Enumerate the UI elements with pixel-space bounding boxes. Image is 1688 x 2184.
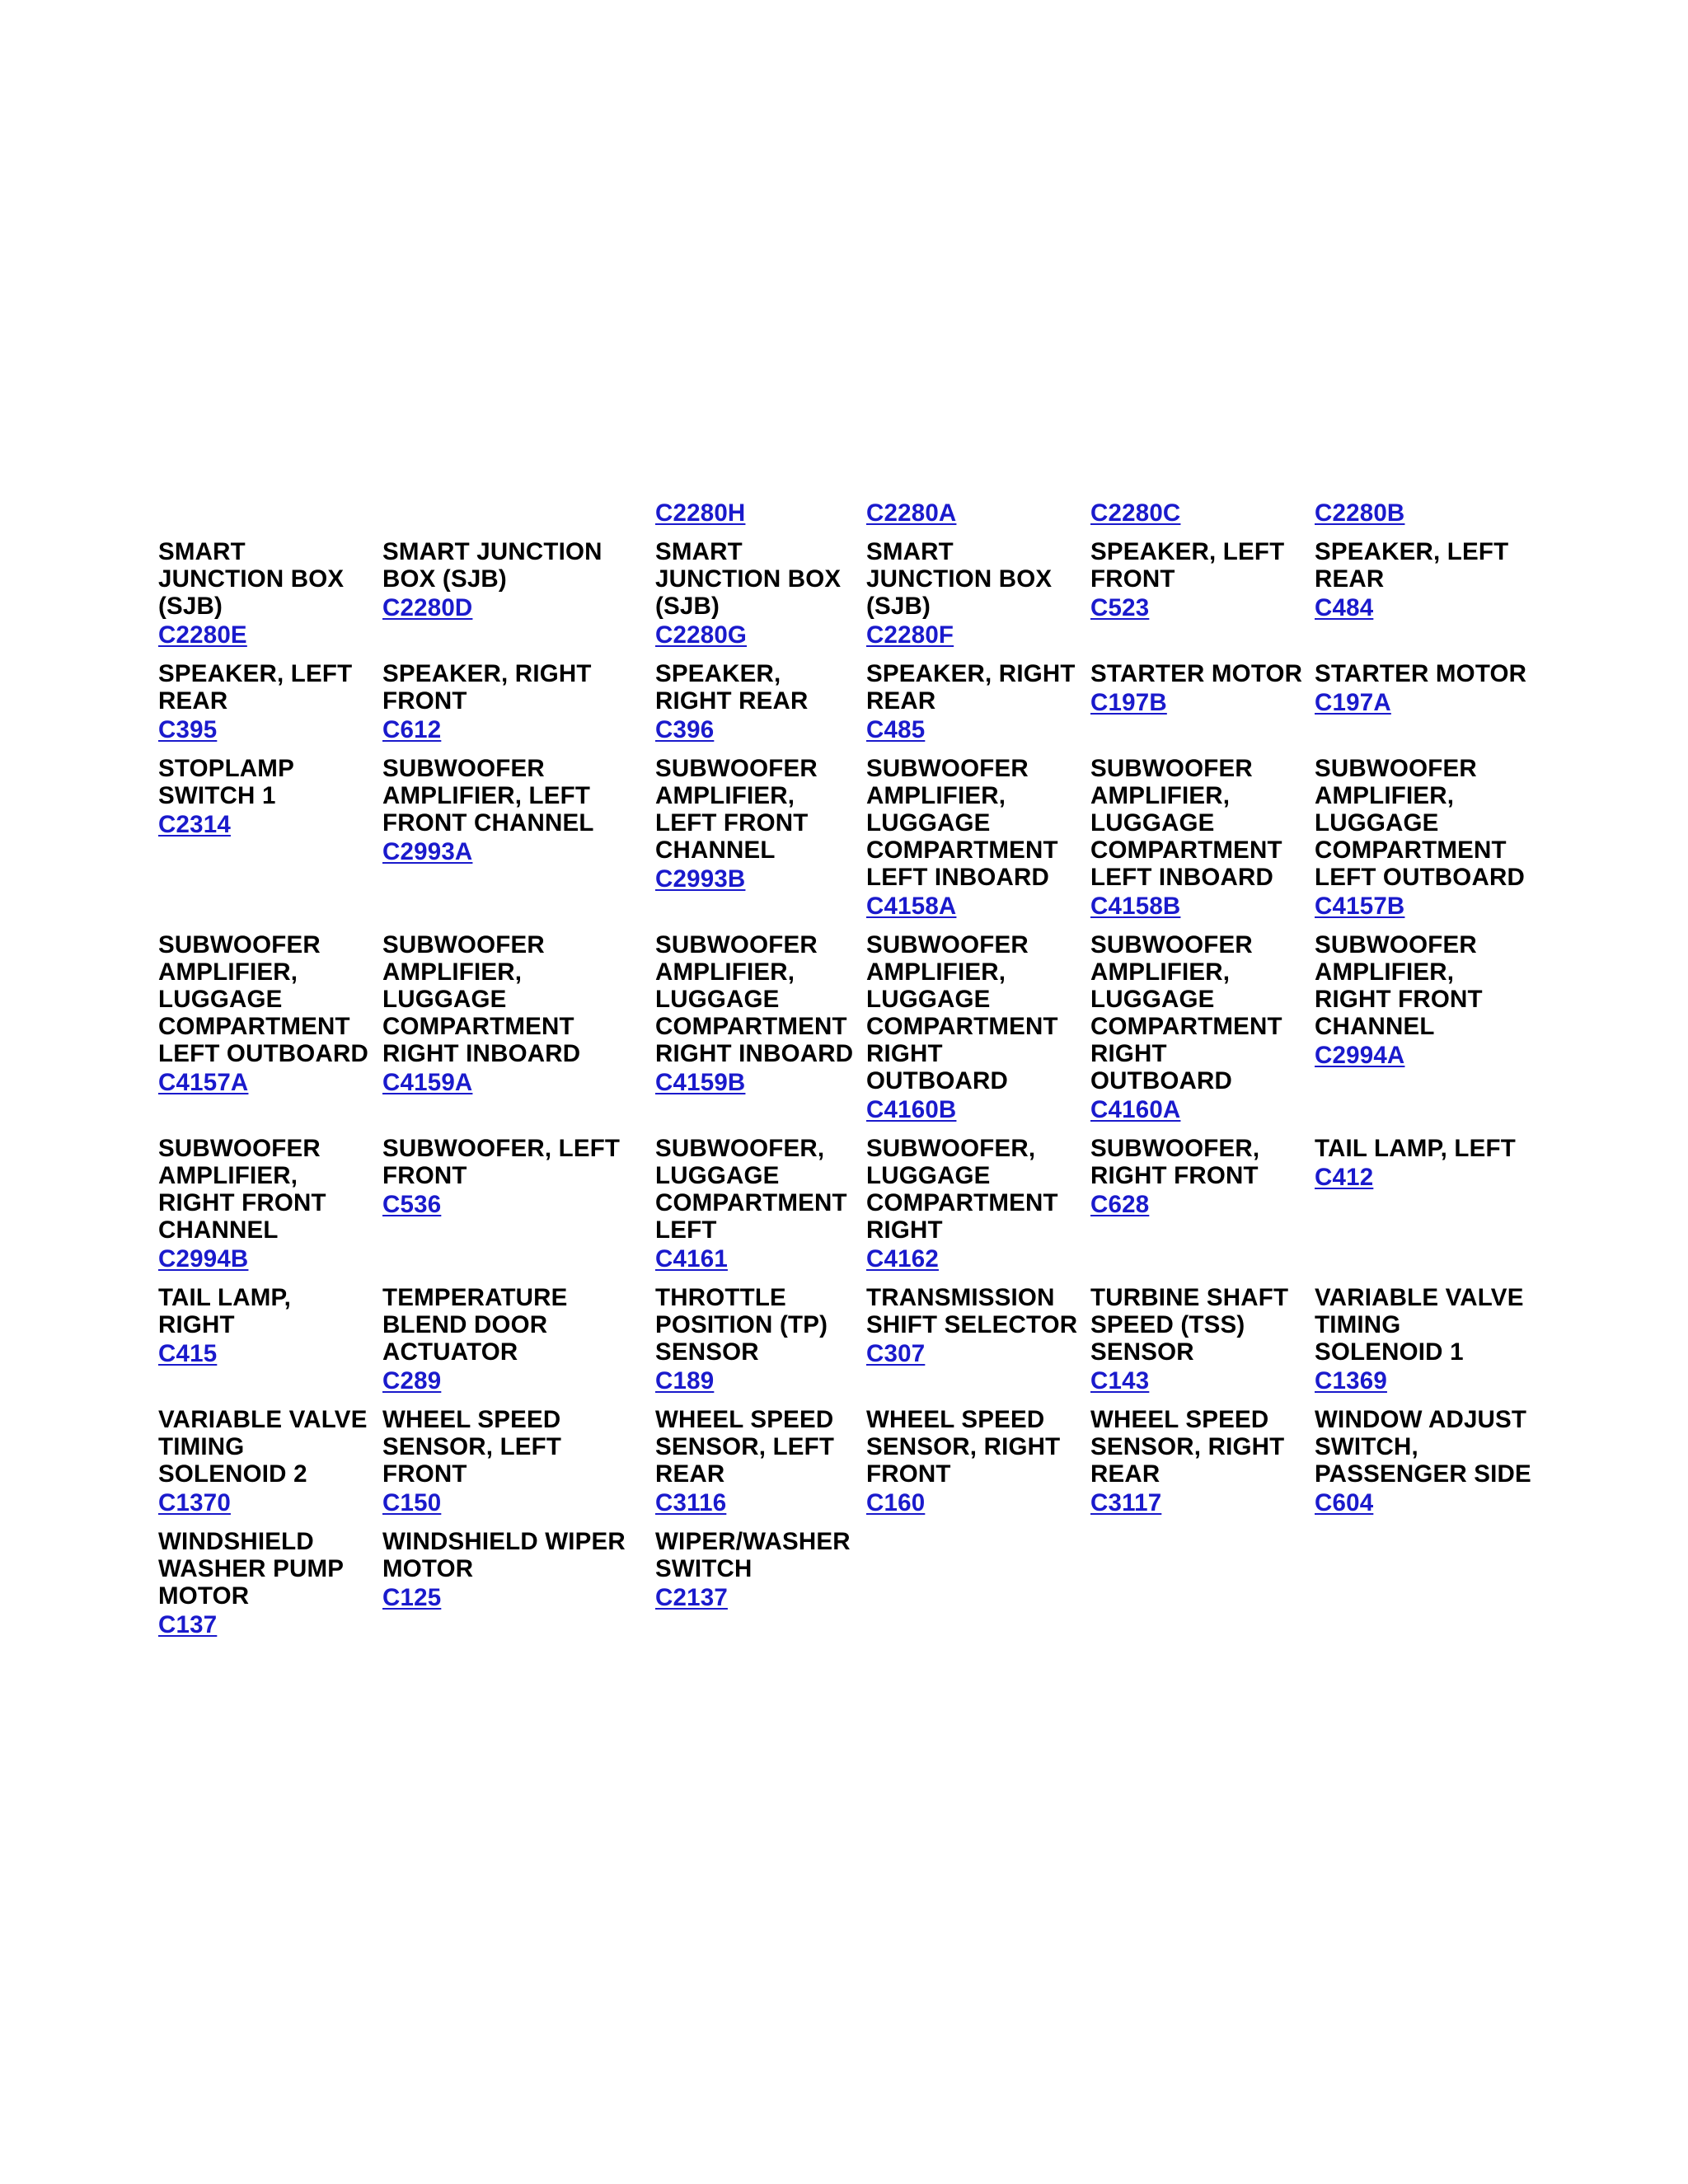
component-name: WHEEL SPEED SENSOR, RIGHT FRONT <box>866 1406 1061 1488</box>
connector-cell <box>382 498 655 534</box>
component-name: SPEAKER, RIGHT REAR <box>655 660 809 715</box>
connector-cell <box>655 751 866 927</box>
connector-cell <box>382 534 655 656</box>
connector-link[interactable]: C2993B <box>655 865 746 893</box>
connector-link[interactable]: C4158A <box>866 893 957 920</box>
connector-link[interactable]: C3116 <box>655 1489 727 1516</box>
connector-cell <box>866 656 1090 751</box>
component-name: WINDOW ADJUST SWITCH, PASSENGER SIDE <box>1315 1406 1531 1488</box>
component-name: SUBWOOFER, LUGGAGE COMPARTMENT LEFT <box>655 1135 847 1244</box>
connector-link[interactable]: C4157B <box>1315 893 1405 920</box>
connector-link[interactable]: C3117 <box>1090 1489 1162 1516</box>
component-name: SUBWOOFER AMPLIFIER, LUGGAGE COMPARTMENT RIGHT OUTBOARD <box>1090 931 1282 1094</box>
connector-cell <box>1090 498 1315 534</box>
connector-cell <box>1315 927 1543 1131</box>
connector-link[interactable]: C523 <box>1090 594 1150 621</box>
connector-cell <box>866 1402 1090 1524</box>
connector-link[interactable]: C604 <box>1315 1489 1374 1516</box>
connector-cell <box>158 751 382 927</box>
component-name: STARTER MOTOR <box>1315 660 1527 687</box>
connector-cell <box>1315 1524 1543 1646</box>
component-name: SUBWOOFER, LEFT FRONT <box>382 1135 621 1189</box>
connector-cell <box>1090 751 1315 927</box>
connector-link[interactable]: C2993A <box>382 838 473 865</box>
component-name: SPEAKER, RIGHT FRONT <box>382 660 592 715</box>
connector-cell <box>382 927 655 1131</box>
connector-link[interactable]: C197A <box>1315 689 1391 716</box>
connector-cell <box>866 1524 1090 1646</box>
component-name: SUBWOOFER AMPLIFIER, LUGGAGE COMPARTMENT RIGHT INBOARD <box>382 931 581 1067</box>
connector-link[interactable]: C2314 <box>158 811 231 838</box>
component-name: WHEEL SPEED SENSOR, LEFT REAR <box>655 1406 835 1488</box>
connector-cell <box>655 927 866 1131</box>
connector-link[interactable]: C189 <box>655 1367 715 1394</box>
connector-cell <box>1315 1280 1543 1402</box>
connector-link[interactable]: C1369 <box>1315 1367 1387 1394</box>
connector-cell <box>1090 1280 1315 1402</box>
connector-index-table <box>158 498 1543 1646</box>
component-name: SUBWOOFER AMPLIFIER, LEFT FRONT CHANNEL <box>655 755 818 864</box>
connector-cell <box>158 498 382 534</box>
connector-cell <box>382 1524 655 1646</box>
connector-cell <box>158 534 382 656</box>
connector-link[interactable]: C4158B <box>1090 893 1181 920</box>
component-name: SPEAKER, LEFT REAR <box>158 660 353 715</box>
connector-link[interactable]: C2280F <box>866 621 954 649</box>
connector-link[interactable]: C2280A <box>866 499 957 527</box>
connector-link[interactable]: C137 <box>158 1611 218 1638</box>
component-name: SPEAKER, RIGHT REAR <box>866 660 1076 715</box>
connector-cell <box>382 1402 655 1524</box>
connector-link[interactable]: C2280D <box>382 594 473 621</box>
connector-link[interactable]: C289 <box>382 1367 442 1394</box>
connector-link[interactable]: C628 <box>1090 1191 1150 1218</box>
connector-cell <box>866 1131 1090 1280</box>
connector-cell <box>382 751 655 927</box>
connector-link[interactable]: C4160A <box>1090 1096 1181 1123</box>
connector-cell <box>158 927 382 1131</box>
connector-cell <box>655 1131 866 1280</box>
component-name: SUBWOOFER, LUGGAGE COMPARTMENT RIGHT <box>866 1135 1058 1244</box>
connector-cell <box>866 1280 1090 1402</box>
connector-cell <box>655 656 866 751</box>
connector-link[interactable]: C395 <box>158 716 218 743</box>
component-name: THROTTLE POSITION (TP) SENSOR <box>655 1284 828 1366</box>
connector-link[interactable]: C4161 <box>655 1245 728 1272</box>
connector-cell <box>866 534 1090 656</box>
connector-cell <box>1315 498 1543 534</box>
connector-link[interactable]: C612 <box>382 716 442 743</box>
connector-link[interactable]: C160 <box>866 1489 926 1516</box>
connector-cell <box>158 1524 382 1646</box>
connector-cell <box>866 751 1090 927</box>
connector-cell <box>158 656 382 751</box>
component-name: SUBWOOFER AMPLIFIER, LEFT FRONT CHANNEL <box>382 755 594 837</box>
component-name: SUBWOOFER AMPLIFIER, LUGGAGE COMPARTMENT LEFT INBOARD <box>1090 755 1282 891</box>
connector-cell <box>382 656 655 751</box>
component-name: SPEAKER, LEFT FRONT <box>1090 538 1285 593</box>
component-name: VARIABLE VALVE TIMING SOLENOID 1 <box>1315 1284 1524 1366</box>
connector-link[interactable]: C143 <box>1090 1367 1150 1394</box>
connector-link[interactable]: C2137 <box>655 1584 728 1611</box>
component-name: SMART JUNCTION BOX (SJB) <box>866 538 1053 620</box>
component-name: WINDSHIELD WIPER MOTOR <box>382 1528 626 1582</box>
connector-cell <box>1090 1402 1315 1524</box>
connector-cell <box>1090 927 1315 1131</box>
component-name: TAIL LAMP, RIGHT <box>158 1284 291 1338</box>
component-name: STOPLAMP SWITCH 1 <box>158 755 294 809</box>
component-name: WINDSHIELD WASHER PUMP MOTOR <box>158 1528 345 1610</box>
connector-cell <box>866 927 1090 1131</box>
component-name: SMART JUNCTION BOX (SJB) <box>158 538 345 620</box>
connector-link[interactable]: C536 <box>382 1191 442 1218</box>
connector-cell <box>1315 1402 1543 1524</box>
connector-link[interactable]: C4162 <box>866 1245 939 1272</box>
connector-link[interactable]: C2994B <box>158 1245 249 1272</box>
component-name: SUBWOOFER, RIGHT FRONT <box>1090 1135 1260 1189</box>
component-name: WHEEL SPEED SENSOR, LEFT FRONT <box>382 1406 562 1488</box>
connector-cell <box>1315 1131 1543 1280</box>
connector-cell <box>158 1402 382 1524</box>
connector-cell <box>1315 656 1543 751</box>
connector-cell <box>1315 534 1543 656</box>
connector-link[interactable]: C4159B <box>655 1069 746 1096</box>
connector-link[interactable]: C4157A <box>158 1069 249 1096</box>
component-name: SUBWOOFER AMPLIFIER, LUGGAGE COMPARTMENT LEFT OUTBOARD <box>158 931 368 1067</box>
component-name: SMART JUNCTION BOX (SJB) <box>655 538 842 620</box>
component-name: SUBWOOFER AMPLIFIER, LUGGAGE COMPARTMENT LEFT INBOARD <box>866 755 1058 891</box>
component-name: TAIL LAMP, LEFT <box>1315 1135 1516 1162</box>
connector-link[interactable]: C125 <box>382 1584 442 1611</box>
connector-cell <box>866 498 1090 534</box>
connector-link[interactable]: C197B <box>1090 689 1167 716</box>
connector-link[interactable]: C415 <box>158 1340 218 1367</box>
connector-cell <box>655 1280 866 1402</box>
connector-link[interactable]: C307 <box>866 1340 926 1367</box>
component-name: TEMPERATURE BLEND DOOR ACTUATOR <box>382 1284 568 1366</box>
connector-link[interactable]: C2280G <box>655 621 748 649</box>
component-name: WIPER/WASHER SWITCH <box>655 1528 851 1582</box>
connector-link[interactable]: C412 <box>1315 1164 1374 1191</box>
connector-cell <box>158 1131 382 1280</box>
component-name: SUBWOOFER AMPLIFIER, LUGGAGE COMPARTMENT RIGHT INBOARD <box>655 931 854 1067</box>
connector-link[interactable]: C2280H <box>655 499 746 527</box>
connector-link[interactable]: C2994A <box>1315 1042 1405 1069</box>
connector-link[interactable]: C396 <box>655 716 715 743</box>
connector-cell <box>655 1524 866 1646</box>
connector-cell <box>1090 534 1315 656</box>
connector-cell <box>655 534 866 656</box>
connector-link[interactable]: C4159A <box>382 1069 473 1096</box>
connector-link[interactable]: C4160B <box>866 1096 957 1123</box>
connector-cell <box>1090 656 1315 751</box>
connector-link[interactable]: C150 <box>382 1489 442 1516</box>
connector-cell <box>655 498 866 534</box>
connector-link[interactable]: C2280E <box>158 621 247 649</box>
connector-link[interactable]: C2280C <box>1090 499 1181 527</box>
connector-link[interactable]: C2280B <box>1315 499 1405 527</box>
connector-cell <box>382 1280 655 1402</box>
component-name: SUBWOOFER AMPLIFIER, LUGGAGE COMPARTMENT RIGHT OUTBOARD <box>866 931 1058 1094</box>
component-name: VARIABLE VALVE TIMING SOLENOID 2 <box>158 1406 368 1488</box>
component-name: SPEAKER, LEFT REAR <box>1315 538 1509 593</box>
connector-link[interactable]: C1370 <box>158 1489 231 1516</box>
component-name: SUBWOOFER AMPLIFIER, RIGHT FRONT CHANNEL <box>158 1135 326 1244</box>
connector-cell <box>1090 1524 1315 1646</box>
component-name: STARTER MOTOR <box>1090 660 1303 687</box>
connector-cell <box>1315 751 1543 927</box>
component-name: WHEEL SPEED SENSOR, RIGHT REAR <box>1090 1406 1285 1488</box>
component-name: SUBWOOFER AMPLIFIER, LUGGAGE COMPARTMENT LEFT OUTBOARD <box>1315 755 1525 891</box>
connector-cell <box>1090 1131 1315 1280</box>
connector-cell <box>382 1131 655 1280</box>
component-name: TURBINE SHAFT SPEED (TSS) SENSOR <box>1090 1284 1289 1366</box>
connector-link[interactable]: C484 <box>1315 594 1374 621</box>
component-name: SMART JUNCTION BOX (SJB) <box>382 538 603 593</box>
component-name: SUBWOOFER AMPLIFIER, RIGHT FRONT CHANNEL <box>1315 931 1483 1040</box>
connector-cell <box>655 1402 866 1524</box>
connector-cell <box>158 1280 382 1402</box>
connector-link[interactable]: C485 <box>866 716 926 743</box>
component-name: TRANSMISSION SHIFT SELECTOR <box>866 1284 1078 1338</box>
